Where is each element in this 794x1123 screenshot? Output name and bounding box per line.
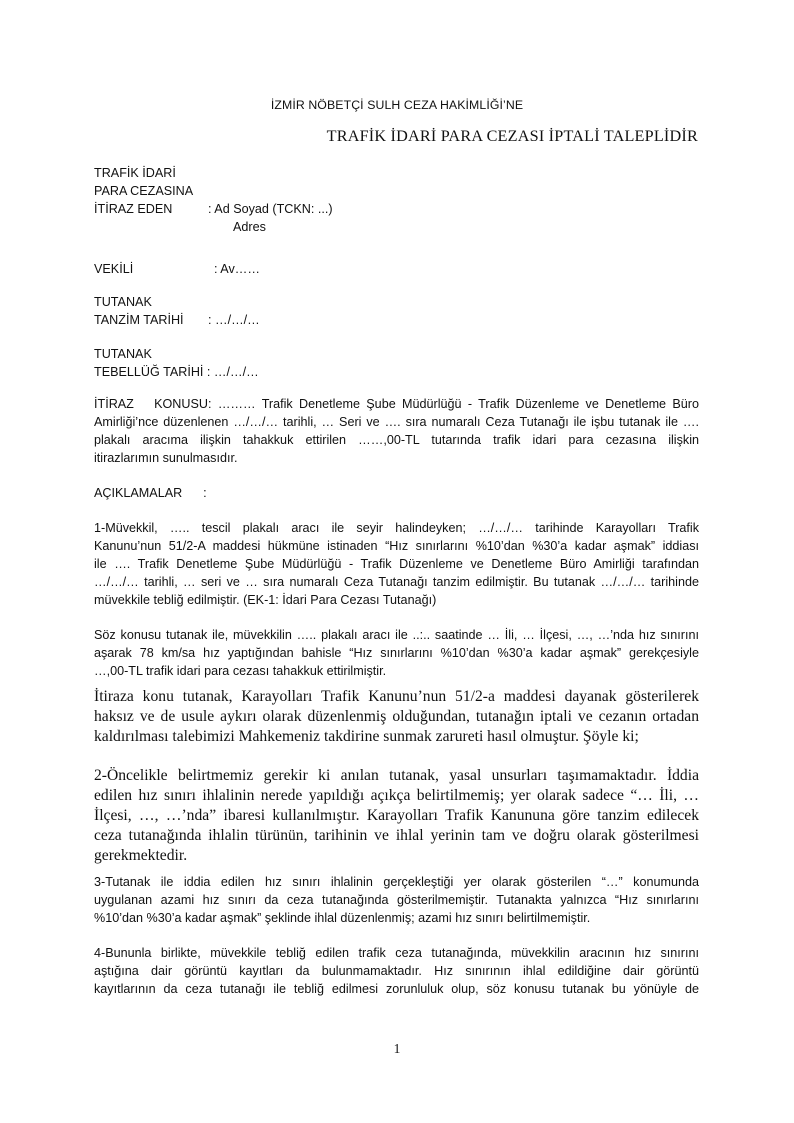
paragraph-line: 3-Tutanak ile iddia edilen hız sınırı ihlalinin gerçekleştiği yer olarak gösterilen “…” konumunda [94,875,699,889]
attorney-row [94,260,260,278]
objector-row [94,200,333,218]
paragraph-line: gerekmektedir. [94,847,188,864]
paragraph-5 [94,873,699,927]
attorney-value: : Av…… [214,262,260,276]
objection-subject-line [94,395,699,413]
paragraph-1 [94,519,699,609]
paragraph-line: müvekkile tebliğ edilmiştir. (EK-1: İdari Para Cezası Tutanağı) [94,593,437,607]
issue-date-label2: TANZİM TARİHİ [94,313,184,327]
objection-subject-text: : ……… Trafik Denetleme Şube Müdürlüğü - Trafik Düzenleme ve Denetleme Büro [208,397,699,411]
objection-subject-label: İTİRAZ KONUSU [94,397,208,411]
objection-subject-line: plakalı aracıma ilişkin tahakkuk ettirilen ……,00-TL tutarında trafik idari para cezasına ilişkin [94,433,699,447]
fine-label-line1: TRAFİK İDARİ [94,166,176,180]
objector-label: İTİRAZ EDEN [94,202,173,216]
notification-date-label1: TUTANAK [94,347,152,361]
paragraph-2 [94,626,699,680]
issue-date-row [94,311,260,329]
party-info-block [94,164,333,236]
objection-subject-line: itirazlarımın sunulmasıdır. [94,451,238,465]
paragraph-line: %10’dan %30’a kadar aşmak” şeklinde ihlal düzenlenmiş; azami hız sınırı belirtilmemiştir. [94,911,591,925]
paragraph-6 [94,944,699,998]
paragraph-line: İtiraza konu tutanak, Karayolları Trafik Kanunu’nun 51/2-a maddesi dayanak gösterilerek [94,688,699,705]
paragraph-3 [94,687,699,747]
paragraph-line: 2-Öncelikle belirtmemiz gerekir ki anılan tutanak, yasal unsurları taşımamaktadır. İddia [94,767,699,784]
paragraph-line: edilen hız sınırı ihlalinin nerede yapıldığı açıkça belirtilmemiş; yer olarak sadece “… İli, … [94,787,699,804]
page-number: 1 [393,1041,401,1056]
paragraph-4 [94,766,699,866]
objection-subject [94,395,699,467]
paragraph-line: uygulanan azami hız sınırı da ceza tutanağında gösterilmemiştir. Tutanakta yalnızca “Hız sınırlarını [94,893,699,907]
objector-value: : Ad Soyad (TCKN: ...) [208,202,333,216]
paragraph-line: kaldırılması talebimizi Mahkemeniz takdirine sunmak zarureti hasıl olmuştur. Şöyle ki; [94,728,639,745]
issue-date-block [94,293,260,329]
issue-date-value: : …/…/… [208,313,260,327]
court-heading: İZMİR NÖBETÇİ SULH CEZA HAKİMLİĞİ’NE [270,98,524,112]
attorney-label: VEKİLİ [94,262,134,276]
explanations-heading: AÇIKLAMALAR : [94,486,207,500]
notification-date-block [94,345,259,381]
document-title: TRAFİK İDARİ PARA CEZASI İPTALİ TALEPLİDİR [326,127,698,145]
paragraph-line: …/…/… tarihli, … seri ve … sıra numaralı Ceza Tutanağı tanzim edilmiştir. Bu tutanak …/…/… tarihinde [94,575,699,589]
paragraph-line: 1-Müvekkil, ….. tescil plakalı aracı ile seyir halindeyken; …/…/… tarihinde Karayolları Trafik [94,521,699,535]
paragraph-line: haksız ve de usule aykırı olarak düzenlenmiş olduğundan, tutanağın iptali ve cezanın ortadan [94,708,699,725]
paragraph-line: İlçesi, …, …’nda” ibaresi kullanılmıştır. Karayolları Trafik Kanununa göre tanzim edilecek [94,807,699,824]
paragraph-line: aştığına dair görüntü kayıtları da bulunmamaktadır. Hız sınırının ihlal edildiğine dair görüntü [94,964,699,978]
paragraph-line: 4-Bununla birlikte, müvekkile tebliğ edilen trafik ceza tutanağında, müvekkilin aracının hız sınırını [94,946,699,960]
paragraph-line: ceza tutanağında ihlalin türünün, tarihinin ve ihlal yerinin tam ve doğru olarak gösterilmesi [94,827,699,844]
paragraph-line: …,00-TL trafik idari para cezası tahakkuk ettirilmiştir. [94,664,387,678]
issue-date-label1: TUTANAK [94,295,152,309]
paragraph-line: Kanunu’nun 51/2-A maddesi hükmüne istinaden “Hız sınırlarını %10’dan %30’a kadar aşmak” iddiası [94,539,699,553]
notification-date-row [94,363,259,381]
paragraph-line: aşarak 78 km/sa hız yaptığından bahisle “Hız sınırlarını %10’dan %30’a kadar aşmak” gerekçesiyle [94,646,699,660]
paragraph-line: kayıtlarının da ceza tutanağı ile tebliğ edilmesi zorunluluk olup, söz konusu tutanak bu yönüyle de [94,982,699,996]
paragraph-line: Söz konusu tutanak ile, müvekkilin ….. plakalı aracı ile ..:.. saatinde … İli, … İlçesi, …, …’nda hız sınırını [94,628,699,642]
address-line: Adres [233,220,266,234]
fine-label-line2: PARA CEZASINA [94,184,194,198]
notification-date-label2: TEBELLÜĞ TARİHİ : [94,365,211,379]
notification-date-value: …/…/… [213,365,259,379]
objection-subject-line: Amirliği’nce düzenlenen …/…/… tarihli, … Seri ve …. sıra numaralı Ceza Tutanağı ile işbu tutanak ile …. [94,415,699,429]
paragraph-line: ile …. Trafik Denetleme Şube Müdürlüğü - Trafik Düzenleme ve Denetleme Büro Amirliği tarafından [94,557,699,571]
